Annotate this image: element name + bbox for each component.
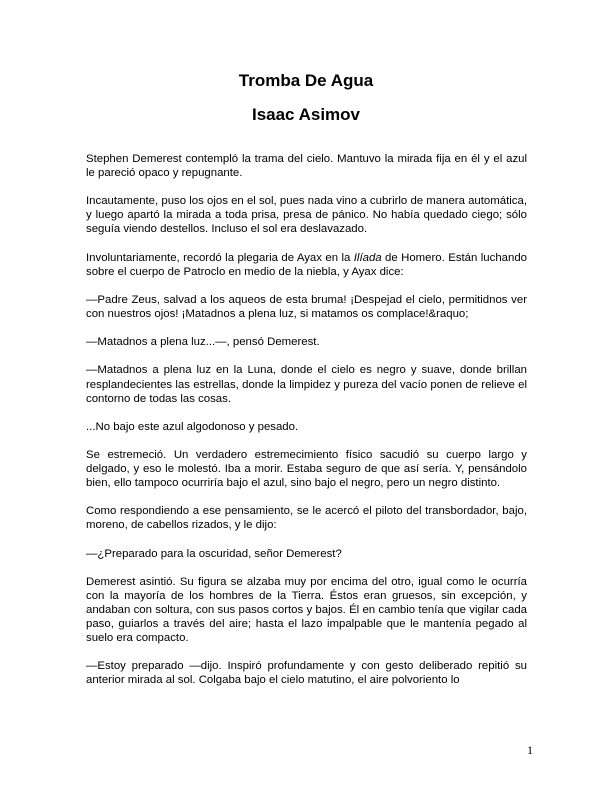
paragraph: —Matadnos a plena luz en la Luna, donde el cielo es negro y suave, donde brillan resplandecientes las estrellas, donde la limpidez y pureza del vacío ponen de relieve el contorno de todas las cosas. [86,364,527,405]
document-body [86,152,527,702]
paragraph [86,251,527,279]
paragraph: —Estoy preparado —dijo. Inspiró profundamente y con gesto deliberado repitió su anterior mirada al sol. Colgaba bajo el cielo matutino, el aire polvoriento lo [86,660,527,687]
paragraph: —Padre Zeus, salvad a los aqueos de esta bruma! ¡Despejad el cielo, permitidnos ver con nuestros ojos! ¡Matadnos a plena luz, si matamos os complace!&raquo; [86,293,527,321]
paragraph: ...No bajo este azul algodonoso y pesado. [86,420,299,433]
page-number: 1 [527,743,533,757]
paragraph: Incautamente, puso los ojos en el sol, pues nada vino a cubrirlo de manera automática, y luego apartó la mirada a toda prisa, presa de pánico. No había quedado ciego; sólo seguía viendo destellos. Incluso el sol era deslavazado. [86,195,527,236]
paragraph: Demerest asintió. Su figura se alzaba muy por encima del otro, igual como le ocurría con la mayoría de los hombres de la Tierra. Éstos eran gruesos, sin excepción, y andaban con soltura, con sus pasos cortos y bajos. Él en cambio tenía que vigilar cada paso, guiarlos a través del aire; hasta el lazo impalpable que le mantenía pegado al suelo era compacto. [86,575,527,645]
paragraph: Stephen Demerest contempló la trama del cielo. Mantuvo la mirada fija en él y el azul le pareció opaco y repugnante. [86,153,527,180]
document-author: Isaac Asimov [251,105,361,124]
paragraph-text: de Homero. Están luchando sobre el cuerpo de Patroclo en medio de la niebla, y Ayax dice: [86,251,527,278]
document-title: Tromba De Agua [238,71,374,90]
paragraph-text: Involuntariamente, recordó la plegaria de Ayax en la [86,251,354,264]
book-title-italic: Ilíada [353,251,382,264]
paragraph: Se estremeció. Un verdadero estremecimiento físico sacudió su cuerpo largo y delgado, y eso le molestó. Iba a morir. Estaba seguro de que así sería. Y, pensándolo bien, ello tampoco ocurriría bajo el azul, sino bajo el negro, pero un negro distinto. [86,448,527,490]
paragraph: Como respondiendo a ese pensamiento, se le acercó el piloto del transbordador, bajo, moreno, de cabellos rizados, y le dijo: [86,505,527,532]
paragraph: —¿Preparado para la oscuridad, señor Demerest? [86,547,342,560]
paragraph: —Matadnos a plena luz...—, pensó Demerest. [86,336,320,349]
